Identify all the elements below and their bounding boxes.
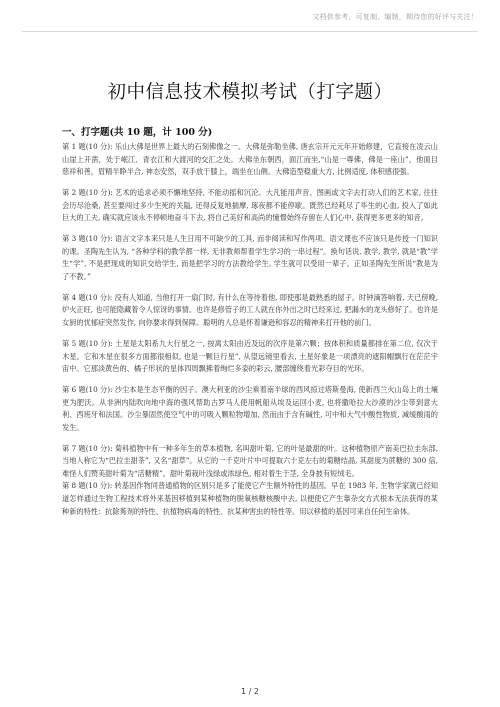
question-2: 第 2 题(10 分): 艺术的追求必须不懈地坚持, 不能动摇和沉沦。大凡能用声音、图画或文字去打动人们的艺术家, 往往会历尽沧桑, 甚至要闯过多少生死的关隘, 还得反复地揣摩, 琢夜都不能停歇。既然已经耗尽了毕生的心血, 投入了如此巨大的工夫, 确实就应该永不停顿地奋斗下去, 将自己美好和高尚的憧憬始终存留在人们心中, 获得更多更多的知音。 — [62, 188, 438, 223]
question-5: 第 5 题(10 分): 土星是太阳系九大行星之一, 按离太阳由近及远的次序是第六颗；按体积和质量都排在第二位, 仅次于木星。它和木星在很多方面都很相似, 也是一颗巨行星”, 从望远镜里看去, 土星好象是一项漂亮的遮阳帽飘行在茫茫宇宙中。它那淡黄色的、橘子形状的星体四周飘拂着绚烂多姿的彩云, 腰部缠绕着光彩夺目的光环。 — [62, 338, 438, 374]
section-heading: 一、打字题(共 10 题，计 100 分) — [62, 127, 213, 138]
question-3: 第 3 题(10 分): 语言文字本来只是人生日用不可缺少的工具, 而非阅读和写作两项。语文课也不应该只是传授一门知识的课。圣陶先生认为, “各种学科的教学都一样, 无非教师帮着学生学习的一串过程”。换句话说, 教学, 教学, 就是“教”学生“学”, 不是把现成的知识交给学生, 而是把学习的方法教给学生, 学生就可以受用一辈子。正如圣陶先生所说“教是为了不教。” — [62, 234, 438, 281]
question-6: 第 6 题(10 分): 沙尘本是生态平衡的因子。澳大利亚的沙尘乘着南半球的西风掠过塔斯曼海, 使新西兰火山岛上的土壤更为肥沃。从非洲内陆吹向地中海的强风帮助古罗马人使用帆船从埃及运回小麦, 也将撒哈拉大沙漠的沙尘带到意大利、西班牙和法国。沙尘暴固然使空气中的可吸入颗粒物增加, 然而由于含有碱性, 可中和大气中酸性物质, 减缓酸雨的发生。 — [62, 384, 438, 432]
page-title: 初中信息技术模拟考试（打字题） — [107, 82, 393, 103]
page-header-note: 文档供参考，可复制、编制，期待您的好评与关注！ — [312, 13, 478, 21]
question-8: 第 8 题(10 分): 转基因作物同普通植物的区别只是多了能使它产生额外特性的基因。早在 1983 年, 生物学家就已经知道怎样通过生物工程技术将外来基因移植到某种植物的脱氧核糖核酸中去, 以便使它产生靠杂交方式根本无法获得的某种新的特性：抗除莠剂的特性、抗植物病毒的特性、抗某种害虫的特性等。用以移植的基因可来自任何生命体。 — [62, 481, 438, 516]
header-divider — [22, 31, 478, 32]
question-7: 第 7 题(10 分): 菊科植物中有一种多年生的草本植物, 名叫甜叶菊, 它的叶是最甜的叶。这种植物原产南美巴拉圭东部, 当地人称它为“巴拉圭甜茶”, 又名“甜草”。从它的一千克叶片中可提取六十克左右的菊糖结晶, 其甜度为蔗糖的 300 倍, 难怪人们赞美甜叶菊为“活糖精”。甜叶菊栽叶浅绿或浓绿色, 相对着生于茎, 全身披有短绒毛。 — [62, 443, 438, 478]
question-4: 第 4 题(10 分): 没有人知道, 当他打开一扇门时, 有什么在等待着他, 即使那是最熟悉的屋子。时钟滴答响着, 天已傍晚, 炉火正旺, 也可能隐藏着令人惊讶的事情。也许是修管子的工人就在你外出之时已经来过, 把漏水的龙头修好了。也许是女厨的忧郁症突然发作, 向你要求得到保障。聪明的人总是怀着谦逊和容忍的精神来打开他的前门。 — [62, 292, 438, 328]
page-number: 1 / 2 — [241, 687, 259, 696]
document-body — [62, 124, 438, 527]
question-1: 第 1 题(10 分): 乐山大佛是世界上最大的石刻佛像之一。大佛是弥勒坐佛, 唐玄宗开元元年开始修建，它直接在凌云山山崖上开凿，处于岷江、青衣江和大渡河的交汇之处。大佛坐东朝西，面江而坐,“山是一尊佛，佛是一座山”，他面目慈祥和善，眉精半睁半合, 神态安然，双手放于膝上，端坐在山侧。大佛造型稳重大方, 比例适度, 体积感很强。 — [62, 142, 438, 177]
